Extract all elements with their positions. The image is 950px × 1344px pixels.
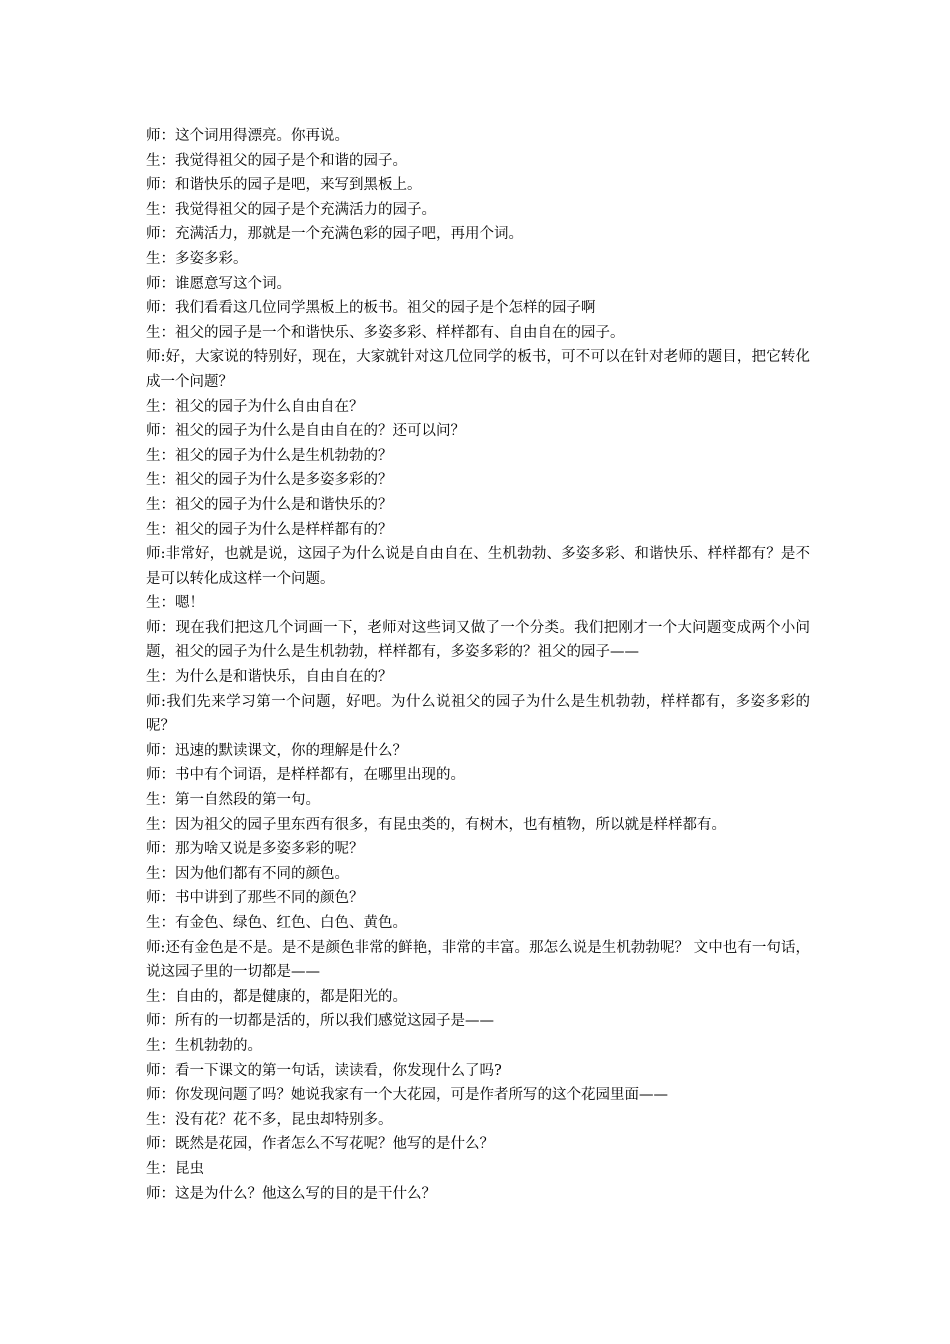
dialogue-line: 生：祖父的园子为什么是多姿多彩的？ [146, 472, 393, 489]
dialogue-line: 师:好，大家说的特别好，现在，大家就针对这几位同学的板书，可不可以在针对老师的题目，把它转化成一个问题？ [146, 349, 810, 390]
dialogue-line: 生：昆虫 [146, 1160, 204, 1177]
dialogue-line: 师：充满活力，那就是一个充满色彩的园子吧，再用个词。 [146, 226, 523, 243]
dialogue-line: 师：这是为什么？他这么写的目的是干什么？ [146, 1185, 436, 1202]
dialogue-line: 生：祖父的园子为什么是和谐快乐的？ [146, 496, 393, 513]
dialogue-line: 生：生机勃勃的。 [146, 1037, 262, 1054]
dialogue-line: 生：我觉得祖父的园子是个充满活力的园子。 [146, 201, 436, 218]
dialogue-line: 生：第一自然段的第一句。 [146, 792, 320, 809]
dialogue-line: 师：既然是花园，作者怎么不写花呢？他写的是什么？ [146, 1136, 494, 1153]
dialogue-line: 生：祖父的园子为什么自由自在？ [146, 398, 364, 415]
dialogue-line: 师：迅速的默读课文，你的理解是什么？ [146, 742, 407, 759]
dialogue-line: 师:非常好，也就是说，这园子为什么说是自由自在、生机勃勃、多姿多彩、和谐快乐、样样都有？是不是可以转化成这样一个问题。 [146, 546, 810, 587]
dialogue-line: 生：祖父的园子为什么是样样都有的？ [146, 521, 393, 538]
dialogue-line: 师:我们先来学习第一个问题，好吧。为什么说祖父的园子为什么是生机勃勃，样样都有，多姿多彩的呢？ [146, 693, 810, 735]
dialogue-line: 生：我觉得祖父的园子是个和谐的园子。 [146, 152, 407, 169]
dialogue-line: 生：自由的，都是健康的，都是阳光的。 [146, 988, 407, 1005]
dialogue-line: 师:还有金色是不是。是不是颜色非常的鲜艳，非常的丰富。那怎么说是生机勃勃呢？ 文中也有一句话，说这园子里的一切都是—— [146, 939, 810, 981]
dialogue-line: 师：书中有个词语，是样样都有，在哪里出现的。 [146, 767, 465, 784]
dialogue-line: 生：祖父的园子是一个和谐快乐、多姿多彩、样样都有、自由自在的园子。 [146, 324, 625, 341]
dialogue-line: 师：那为啥又说是多姿多彩的呢？ [146, 841, 364, 858]
document-body [146, 124, 810, 1206]
dialogue-line: 生：嗯！ [146, 595, 204, 612]
dialogue-line: 生：有金色、绿色、红色、白色、黄色。 [146, 915, 407, 931]
dialogue-line: 生：多姿多彩。 [146, 250, 248, 267]
dialogue-line: 师：你发现问题了吗？她说我家有一个大花园，可是作者所写的这个花园里面—— [146, 1087, 668, 1104]
dialogue-line: 师：和谐快乐的园子是吧，来写到黑板上。 [146, 177, 422, 194]
dialogue-line: 师：所有的一切都是活的，所以我们感觉这园子是—— [146, 1013, 494, 1030]
dialogue-line: 师：看一下课文的第一句话，读读看，你发现什么了吗? [146, 1062, 502, 1079]
dialogue-line: 师：书中讲到了那些不同的颜色？ [146, 890, 364, 907]
dialogue-line: 师：谁愿意写这个词。 [146, 275, 291, 292]
dialogue-line: 师：现在我们把这几个词画一下，老师对这些词又做了一个分类。我们把刚才一个大问题变成两个小问题，祖父的园子为什么是生机勃勃，样样都有，多姿多彩的？祖父的园子—— [146, 619, 810, 661]
dialogue-line: 师：这个词用得漂亮。你再说。 [146, 128, 349, 144]
dialogue-line: 师：我们看看这几位同学黑板上的板书。祖父的园子是个怎样的园子啊 [146, 300, 596, 317]
dialogue-line: 师：祖父的园子为什么是自由自在的？还可以问？ [146, 423, 465, 440]
dialogue-line: 生：为什么是和谐快乐，自由自在的？ [146, 669, 393, 686]
dialogue-line: 生：因为祖父的园子里东西有很多，有昆虫类的，有树木，也有植物，所以就是样样都有。 [146, 816, 726, 833]
dialogue-line: 生：祖父的园子为什么是生机勃勃的？ [146, 447, 393, 464]
dialogue-line: 生：因为他们都有不同的颜色。 [146, 865, 349, 882]
dialogue-line: 生：没有花？花不多，昆虫却特别多。 [146, 1111, 393, 1128]
